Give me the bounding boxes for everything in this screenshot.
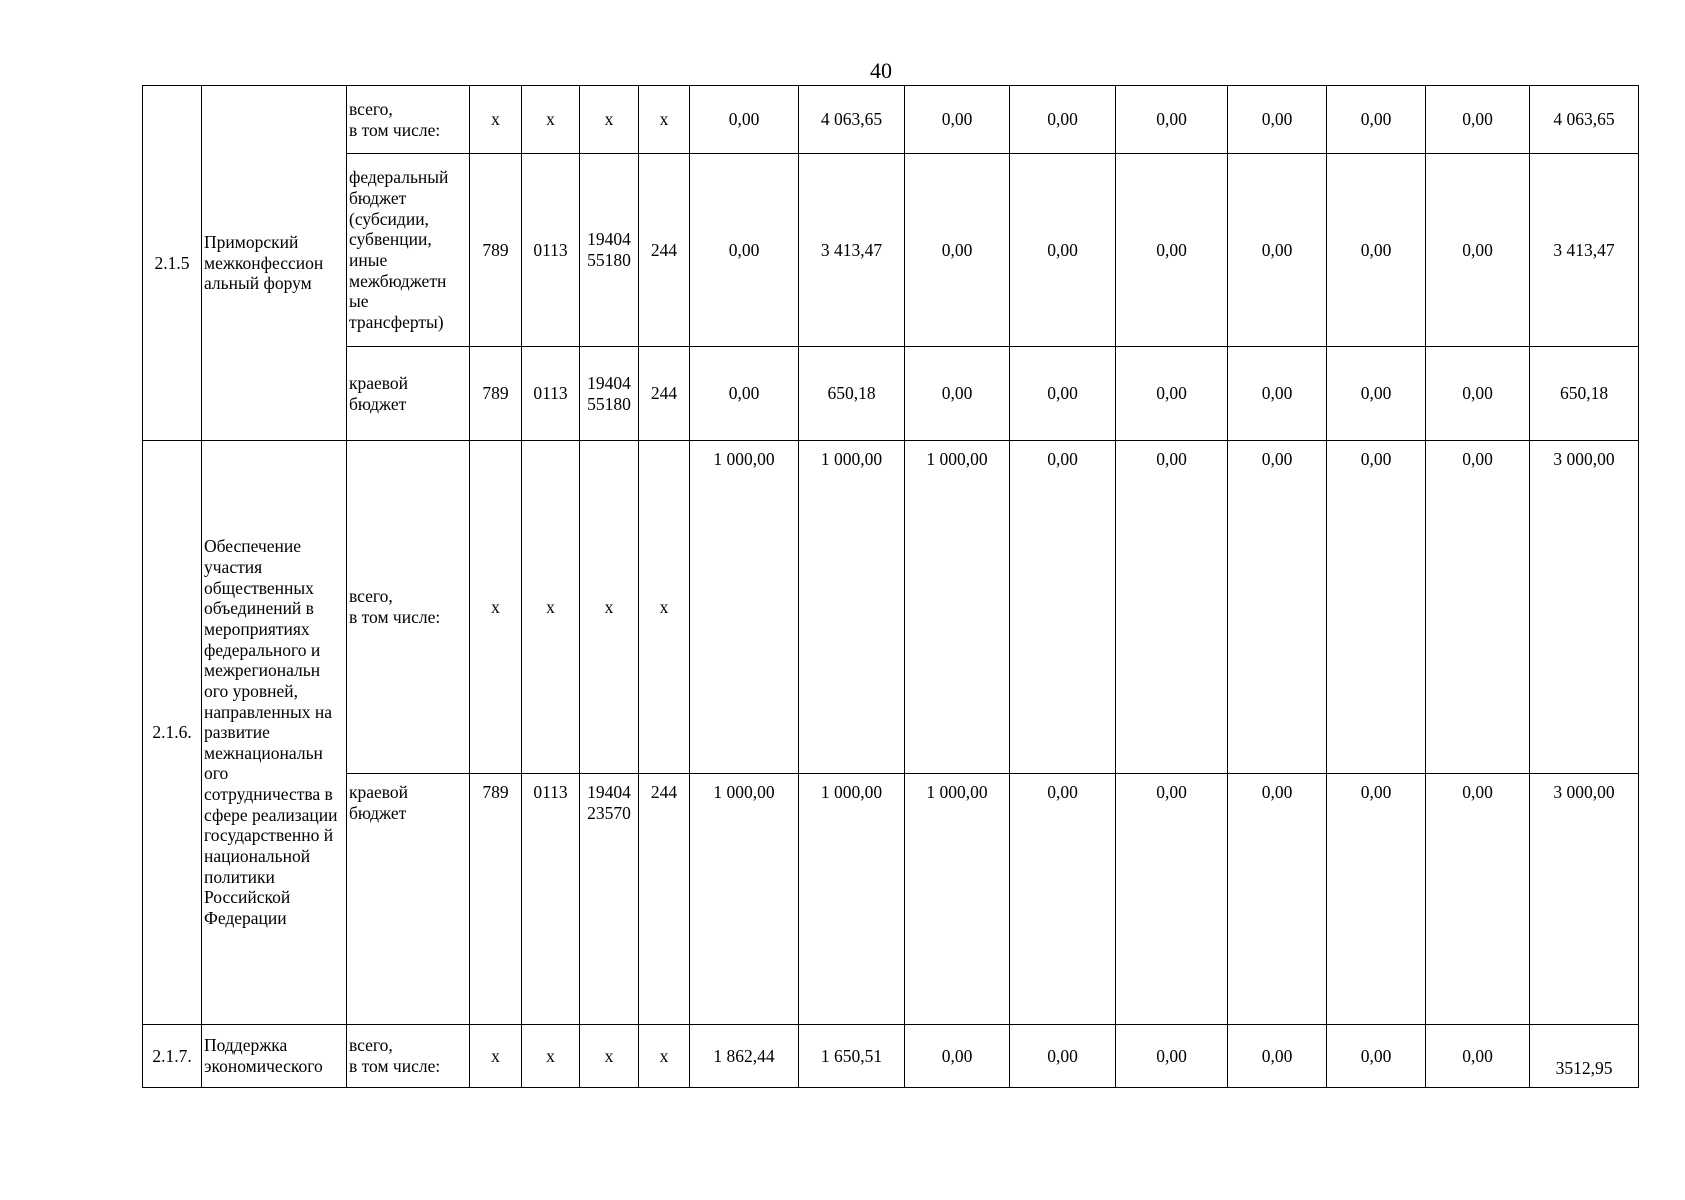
- value-cell: 0,00: [1426, 347, 1530, 441]
- value-cell: 3 413,47: [799, 154, 905, 347]
- activity-name: Обеспечение участия общественных объединений в мероприятиях федерального и межрегиональн ого уровней, направленных на развитие межнациональн ого сотрудничества в сфере реализации государственно й национальной политики Российской Федерации: [202, 441, 347, 1025]
- value-cell: 1 862,44: [690, 1025, 799, 1088]
- table-row: [143, 1025, 1639, 1088]
- funding-source: краевой бюджет: [347, 347, 470, 441]
- page-number: 40: [870, 58, 892, 83]
- value-cell: 0,00: [1116, 347, 1228, 441]
- value-cell: 0,00: [1426, 86, 1530, 154]
- value-cell: 1 000,00: [690, 441, 799, 774]
- value-cell: 0,00: [1010, 347, 1116, 441]
- value-cell: 0,00: [1228, 347, 1327, 441]
- grbs-code: 789: [470, 774, 522, 1025]
- value-cell: 0,00: [1327, 86, 1426, 154]
- vr-code: 244: [639, 154, 690, 347]
- csr-code: 19404 23570: [580, 774, 639, 1025]
- rzpr-code: 0113: [522, 774, 580, 1025]
- table-row: [143, 347, 1639, 441]
- row-number: 2.1.7.: [143, 1025, 202, 1088]
- value-cell: 0,00: [1010, 441, 1116, 774]
- csr-code: х: [580, 441, 639, 774]
- budget-table: [142, 85, 1639, 1088]
- total-cell: 3 413,47: [1530, 154, 1639, 347]
- value-cell: 4 063,65: [799, 86, 905, 154]
- value-cell: 0,00: [690, 86, 799, 154]
- value-cell: 0,00: [1116, 154, 1228, 347]
- value-cell: 0,00: [1426, 154, 1530, 347]
- value-cell: 0,00: [690, 154, 799, 347]
- activity-name: Приморский межконфессион альный форум: [202, 86, 347, 441]
- rzpr-code: 0113: [522, 347, 580, 441]
- value-cell: 0,00: [1116, 1025, 1228, 1088]
- value-cell: 1 000,00: [690, 774, 799, 1025]
- csr-code: 19404 55180: [580, 154, 639, 347]
- value-cell: 0,00: [1010, 86, 1116, 154]
- row-number: 2.1.6.: [143, 441, 202, 1025]
- funding-source: всего, в том числе:: [347, 1025, 470, 1088]
- table-row: [143, 774, 1639, 1025]
- value-cell: 0,00: [1010, 1025, 1116, 1088]
- vr-code: 244: [639, 774, 690, 1025]
- funding-source: всего, в том числе:: [347, 441, 470, 774]
- value-cell: 0,00: [1228, 1025, 1327, 1088]
- value-cell: 0,00: [1010, 774, 1116, 1025]
- vr-code: 244: [639, 347, 690, 441]
- value-cell: 650,18: [799, 347, 905, 441]
- funding-source: всего, в том числе:: [347, 86, 470, 154]
- value-cell: 0,00: [1327, 774, 1426, 1025]
- value-cell: 1 000,00: [799, 774, 905, 1025]
- rzpr-code: 0113: [522, 154, 580, 347]
- value-cell: 0,00: [1426, 1025, 1530, 1088]
- rzpr-code: х: [522, 1025, 580, 1088]
- value-cell: 0,00: [1010, 154, 1116, 347]
- value-cell: 0,00: [1228, 774, 1327, 1025]
- vr-code: х: [639, 1025, 690, 1088]
- table-row: [143, 441, 1639, 774]
- value-cell: 0,00: [1116, 86, 1228, 154]
- table-row: [143, 154, 1639, 347]
- csr-code: 19404 55180: [580, 347, 639, 441]
- value-cell: 0,00: [905, 154, 1010, 347]
- value-cell: 0,00: [905, 1025, 1010, 1088]
- value-cell: 0,00: [1327, 1025, 1426, 1088]
- csr-code: х: [580, 86, 639, 154]
- total-cell: 650,18: [1530, 347, 1639, 441]
- value-cell: 0,00: [690, 347, 799, 441]
- total-cell: 3 000,00: [1530, 774, 1639, 1025]
- grbs-code: 789: [470, 347, 522, 441]
- total-cell: 4 063,65: [1530, 86, 1639, 154]
- value-cell: 0,00: [1228, 441, 1327, 774]
- value-cell: 1 000,00: [905, 441, 1010, 774]
- value-cell: 0,00: [1327, 347, 1426, 441]
- value-cell: 0,00: [1228, 154, 1327, 347]
- row-number: 2.1.5: [143, 86, 202, 441]
- grbs-code: х: [470, 441, 522, 774]
- funding-source: федеральный бюджет (субсидии, субвенции, иные межбюджетн ые трансферты): [347, 154, 470, 347]
- value-cell: 0,00: [1116, 774, 1228, 1025]
- csr-code: х: [580, 1025, 639, 1088]
- vr-code: х: [639, 86, 690, 154]
- value-cell: 0,00: [1426, 774, 1530, 1025]
- rzpr-code: х: [522, 441, 580, 774]
- value-cell: 0,00: [1116, 441, 1228, 774]
- value-cell: 0,00: [905, 347, 1010, 441]
- total-cell: 3512,95: [1530, 1025, 1639, 1088]
- total-cell: 3 000,00: [1530, 441, 1639, 774]
- value-cell: 0,00: [1327, 441, 1426, 774]
- value-cell: 0,00: [1228, 86, 1327, 154]
- table-row: [143, 86, 1639, 154]
- rzpr-code: х: [522, 86, 580, 154]
- funding-source: краевой бюджет: [347, 774, 470, 1025]
- activity-name: Поддержка экономического: [202, 1025, 347, 1088]
- value-cell: 0,00: [1426, 441, 1530, 774]
- value-cell: 0,00: [905, 86, 1010, 154]
- grbs-code: 789: [470, 154, 522, 347]
- value-cell: 0,00: [1327, 154, 1426, 347]
- value-cell: 1 000,00: [799, 441, 905, 774]
- value-cell: 1 650,51: [799, 1025, 905, 1088]
- value-cell: 1 000,00: [905, 774, 1010, 1025]
- grbs-code: х: [470, 1025, 522, 1088]
- grbs-code: х: [470, 86, 522, 154]
- vr-code: х: [639, 441, 690, 774]
